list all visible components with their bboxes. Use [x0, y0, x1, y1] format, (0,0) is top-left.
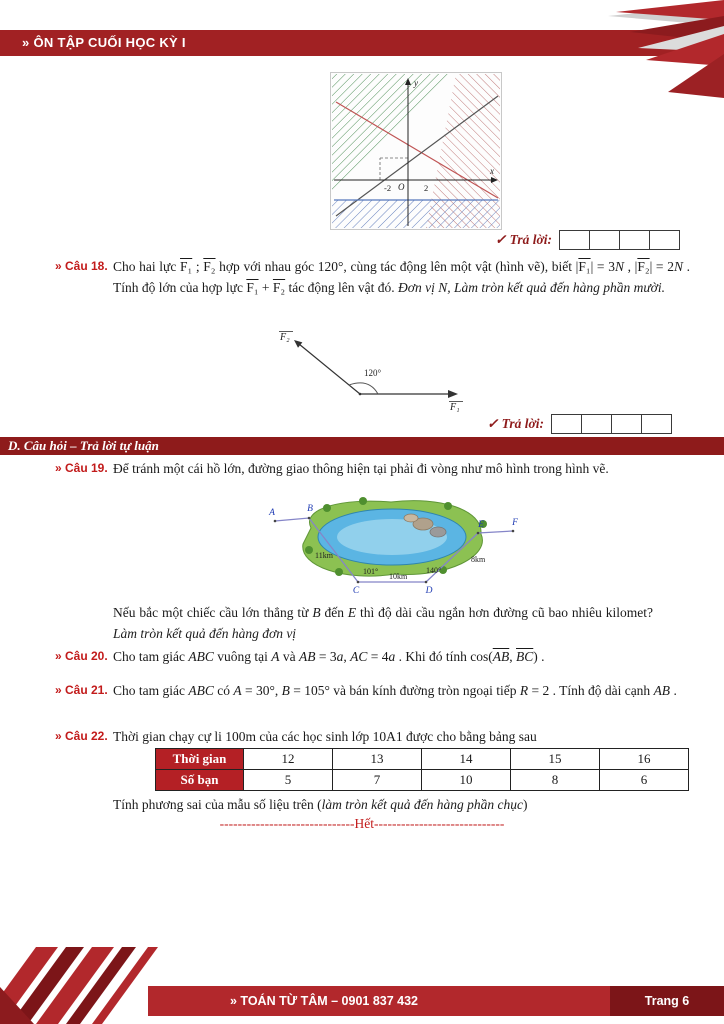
text-segment: AB [653, 683, 671, 698]
table-cell: 6 [600, 770, 689, 791]
text-segment: Thời gian chạy cự li 100m của các học sinh lớp 10A1 được cho bằng bảng sau [113, 729, 537, 744]
text-segment: . Tính độ lớn của hợp lực [113, 259, 690, 295]
question-20-text [113, 646, 690, 667]
text-segment: hợp với nhau góc 120°, cùng tác động lên một vật (hình vẽ), biết [215, 259, 576, 274]
question-19-lake-figure [243, 494, 535, 598]
text-segment: A [271, 649, 280, 664]
graph-tick-minus-2: -2 [384, 183, 392, 193]
text-segment: , [509, 649, 516, 664]
lake-point-d: D [425, 586, 433, 596]
text-segment: tác động lên vật đó. [285, 280, 398, 295]
lake-point-c: C [352, 586, 360, 596]
text-segment: và [279, 649, 299, 664]
text-segment: = 30°, [241, 683, 282, 698]
answer-label: ✓ Trả lời: [486, 416, 544, 431]
lake-angle-c: 101° [363, 567, 379, 576]
question-22-label: » Câu 22. [55, 729, 108, 743]
table-cell: 5 [244, 770, 333, 791]
end-divider: ------------------------------Hết----------------------------- [219, 816, 505, 831]
question-18 [55, 256, 690, 298]
question-17-graph-figure [330, 72, 502, 230]
table-cell: 10 [422, 770, 511, 791]
question-19-text [113, 458, 690, 479]
text-segment: Cho tam giác [113, 683, 189, 698]
text-segment: . [537, 649, 545, 664]
text-segment: , [343, 649, 351, 664]
text-segment: = 105° [289, 683, 330, 698]
answer-box [589, 230, 620, 250]
text-segment: ; [192, 259, 204, 274]
text-segment: ( [488, 649, 493, 664]
table-row [156, 749, 689, 770]
section-d-bar [0, 437, 724, 455]
question-21-text [113, 680, 690, 701]
header-title: » ÔN TẬP CUỐI HỌC KỲ I [22, 35, 186, 50]
text-segment: AB [298, 649, 316, 664]
text-segment: A [233, 683, 242, 698]
text-segment: + [258, 280, 273, 295]
question-19-label: » Câu 19. [55, 461, 108, 475]
question-22-text [113, 726, 690, 747]
text-segment: , [623, 259, 635, 274]
lake-distance-de: 8km [471, 555, 486, 564]
text-segment: | [634, 259, 638, 274]
footer-brand: » TOÁN TỪ TÂM – 0901 837 432 [230, 994, 419, 1008]
question-22-outro [113, 794, 653, 815]
frequency-table [155, 748, 689, 791]
graph-origin-label: O [398, 182, 405, 192]
bottom-stripes-decoration [0, 929, 210, 1024]
text-segment: và bán kính đường tròn ngoại tiếp [329, 683, 520, 698]
answer-box [611, 414, 642, 434]
question-19-text-2 [113, 602, 653, 644]
force-f1-label: F₁ [450, 402, 460, 413]
text-segment: = 2 [528, 683, 550, 698]
text-segment: làm tròn kết quả đến hàng phần chục [321, 797, 524, 812]
text-segment: $\overline{AB}$ [492, 649, 510, 664]
text-segment: F₁ [578, 259, 591, 274]
text-segment: Làm tròn kết quả đến hàng đơn vị [113, 626, 297, 641]
text-segment: B [312, 605, 321, 620]
text-segment: ABC [188, 649, 214, 664]
graph-x-axis-label: x [490, 166, 494, 176]
force-angle-label: 120° [364, 368, 382, 378]
question-20-label: » Câu 20. [55, 649, 108, 663]
question-20 [55, 646, 690, 667]
text-segment: F₂ [203, 259, 216, 274]
section-d-title: D. Câu hỏi – Trả lời tự luận [8, 438, 159, 453]
table-header-count: Số bạn [156, 770, 244, 791]
lake-rock [404, 514, 418, 522]
text-segment: có [213, 683, 234, 698]
answer-box [551, 414, 582, 434]
answer-boxes [560, 230, 680, 250]
text-segment: F₂ [637, 259, 650, 274]
text-segment: Tính phương sai của mẫu số liệu trên ( [113, 797, 322, 812]
text-segment: N [673, 259, 683, 274]
text-segment: F₁ [246, 280, 259, 295]
text-segment: thì độ dài cầu ngắn hơn đường cũ bao nhiêu kilomet? [356, 605, 653, 620]
table-cell: 13 [333, 749, 422, 770]
text-segment: | = 2 [649, 259, 674, 274]
table-row [156, 770, 689, 791]
answer-box [619, 230, 650, 250]
text-segment: AC [350, 649, 368, 664]
lake-point-e: E [478, 520, 484, 530]
text-segment: Cho tam giác [113, 649, 189, 664]
lake-distance-bc: 11km [315, 551, 333, 560]
answer-row-2 [487, 414, 672, 434]
text-segment: đến [320, 605, 348, 620]
lake-point-f: F [512, 518, 518, 528]
text-segment: Nếu bắc một chiếc cầu lớn thẳng từ [113, 605, 313, 620]
graph-y-axis-label: y [414, 78, 418, 88]
table-cell: 16 [600, 749, 689, 770]
text-segment: Cho hai lực [113, 259, 181, 274]
text-segment: = 3 [315, 649, 337, 664]
text-segment: ABC [188, 683, 214, 698]
graph-tick-2: 2 [424, 183, 429, 193]
text-segment: a [336, 649, 344, 664]
table-cell: 14 [422, 749, 511, 770]
question-18-text [113, 256, 690, 298]
table-cell: 7 [333, 770, 422, 791]
lake-point-b: B [307, 504, 313, 514]
text-segment: B [281, 683, 290, 698]
table-cell: 15 [511, 749, 600, 770]
lake-distance-cd: 10km [389, 572, 408, 581]
answer-box [581, 414, 612, 434]
question-18-force-figure [252, 330, 472, 414]
text-segment: Để tránh một cái hồ lớn, đường giao thông hiện tại phải đi vòng như mô hình trong hình vẽ. [113, 461, 609, 476]
text-segment: R [519, 683, 529, 698]
answer-row-1 [495, 230, 680, 250]
question-21-label: » Câu 21. [55, 683, 108, 697]
text-segment: Đơn vị N, Làm tròn kết quả đến hàng phần mười. [398, 280, 666, 295]
text-segment: vuông tại [213, 649, 272, 664]
force-f2-label: F₂ [280, 332, 290, 343]
text-segment: . Khi đó tính cos [395, 649, 489, 664]
answer-label: ✓ Trả lời: [494, 232, 552, 247]
text-segment: ) [533, 649, 538, 664]
text-segment: . [670, 683, 677, 698]
answer-box [641, 414, 672, 434]
question-22 [55, 726, 690, 747]
answer-box [649, 230, 680, 250]
table-header-time: Thời gian [156, 749, 244, 770]
question-21 [55, 680, 690, 701]
text-segment: | = 3 [590, 259, 615, 274]
answer-boxes [552, 414, 672, 434]
text-segment: . Tính độ dài cạnh [549, 683, 654, 698]
table-cell: 12 [244, 749, 333, 770]
force-f2-vector [299, 344, 360, 394]
text-segment: a [388, 649, 396, 664]
lake-rock [430, 527, 446, 537]
text-segment: E [347, 605, 357, 620]
text-segment: | [575, 259, 579, 274]
text-segment: = 4 [367, 649, 389, 664]
table-cell: 8 [511, 770, 600, 791]
page-number: Trang 6 [610, 986, 724, 1016]
answer-box [559, 230, 590, 250]
text-segment: N [614, 259, 624, 274]
lake-angle-d: 140° [426, 566, 442, 575]
text-segment: F₂ [272, 280, 286, 295]
question-19 [55, 458, 690, 479]
footer-bar [148, 986, 724, 1016]
question-18-label: » Câu 18. [55, 259, 108, 273]
text-segment: $\overline{BC}$ [516, 649, 534, 664]
lake-point-a: A [269, 508, 275, 518]
graph-blue-region [332, 200, 500, 228]
text-segment: ) [523, 797, 528, 812]
corner-ribbon-decoration [594, 0, 724, 110]
text-segment: F₁ [180, 259, 193, 274]
